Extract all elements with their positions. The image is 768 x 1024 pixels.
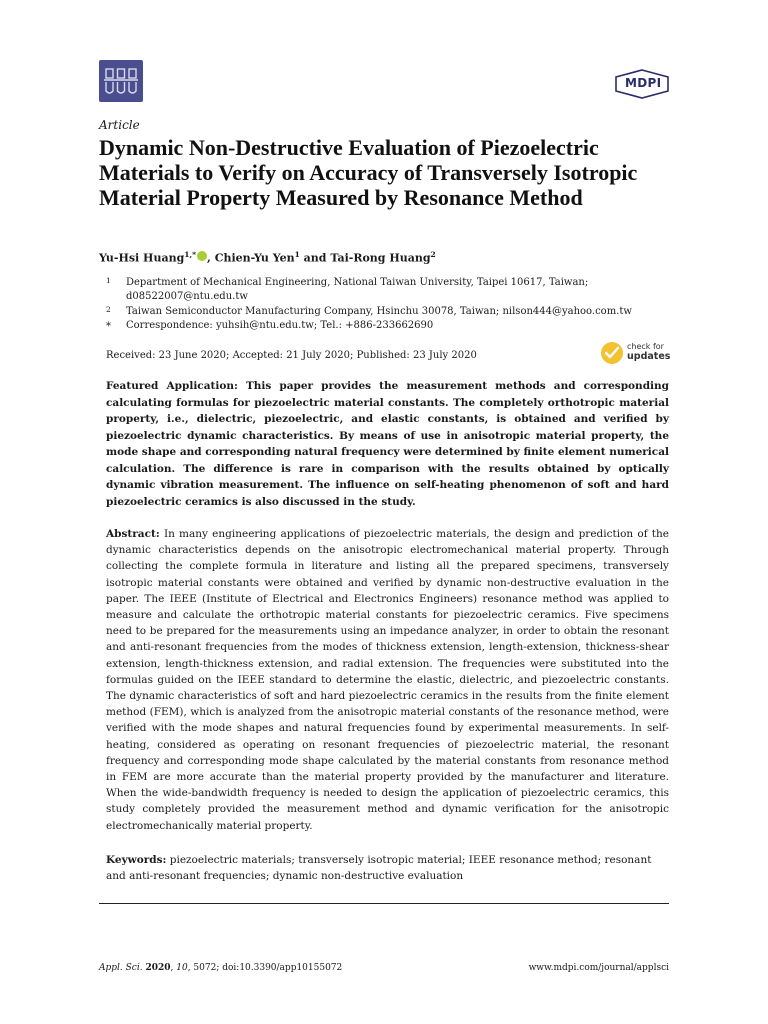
check-badge-icon [600, 341, 624, 365]
affiliation-line: Department of Mechanical Engineering, National Taiwan University, Taipei 10617, Taiwan; [126, 277, 589, 288]
article-type: Article [99, 118, 140, 132]
correspondence-line: Correspondence: yuhsih@ntu.edu.tw; Tel.: +886-233662690 [126, 320, 434, 331]
affiliation-number: 1 [106, 276, 111, 285]
author-affil-sup: 2 [430, 250, 436, 259]
journal-columns-icon [99, 60, 143, 102]
keywords-text: piezoelectric materials; transversely isotropic material; IEEE resonance method; resonant and anti-resonant frequencies; dynamic non-destructive evaluation [106, 854, 652, 883]
author-list [99, 250, 436, 265]
affiliation-number: 2 [106, 305, 111, 314]
keywords-label: Keywords: [106, 854, 167, 866]
paper-title: Dynamic Non-Destructive Evaluation of Piezoelectric Materials to Verify on Accuracy of Transversely Isotropic Material Property Measured by Resonance Method [99, 135, 638, 210]
abstract [106, 526, 669, 834]
author-separator: and [299, 251, 331, 265]
featured-application: Featured Application: This paper provides the measurement methods and corresponding calculating formulas for piezoelectric material constants. The completely orthotropic material property, i.e., dielectric, piezoelectric, and elastic constants, is obtained and verified by piezoelectric dynamic characteristics. By means of use in anisotropic material property, the mode shape and corresponding natural frequency were determined by finite element numerical calculation. The difference is rare in comparison with the results obtained by optically dynamic vibration measurement. The influence on self-heating phenomenon of soft and hard piezoelectric ceramics is also discussed in the study. [106, 380, 669, 508]
abstract-label: Abstract: [106, 528, 160, 540]
publisher-logo[interactable] [612, 68, 672, 100]
keywords [106, 852, 669, 884]
citation-doi[interactable]: , 5072; doi:10.3390/app10155072 [187, 963, 343, 973]
citation-year: 2020 [145, 963, 171, 973]
affiliation-line: Taiwan Semiconductor Manufacturing Company, Hsinchu 30078, Taiwan; nilson444@yahoo.com.tw [126, 306, 632, 317]
author-affil-sup: 1 [294, 250, 300, 259]
check-updates-line2: updates [627, 351, 671, 362]
publication-dates: Received: 23 June 2020; Accepted: 21 July 2020; Published: 23 July 2020 [106, 350, 477, 361]
citation-volume: 10 [176, 963, 188, 973]
affiliation-email[interactable]: d08522007@ntu.edu.tw [126, 291, 248, 302]
divider [99, 903, 669, 904]
check-updates-label [627, 342, 670, 362]
author-separator: , [207, 251, 215, 265]
mdpi-logo-text: MDPI [625, 76, 662, 90]
citation-footer [99, 963, 342, 973]
author-name[interactable]: Yu-Hsi Huang [99, 251, 185, 265]
citation-separator: , [170, 963, 177, 973]
journal-logo [99, 60, 143, 102]
author-affil-sup: 1,* [184, 250, 197, 259]
author-name[interactable]: Tai-Rong Huang [330, 251, 431, 265]
check-for-updates-button[interactable] [600, 341, 672, 365]
abstract-text: In many engineering applications of piezoelectric materials, the design and prediction of the dynamic characteristics depends on the anisotropic electromechanical material property. Through collecting the complete formula in literature and listing all the prepared specimens, transversely isotropic material constants were obtained and verified by dynamic non-destructive evaluation in the paper. The IEEE (Institute of Electrical and Electronics Engineers) resonance method was applied to measure and calculate the orthotropic material constants for piezoelectric ceramics. Five specimens need to be prepared for the measurements using an impedance analyzer, in order to obtain the resonant and anti-resonant frequencies from the modes of thickness extension, length-extension, thickness-shear extension, length-thickness extension, and radial extension. The frequencies were substituted into the formulas guided on the IEEE standard to determine the elastic, dielectric, and piezoelectric constants. The dynamic characteristics of soft and hard piezoelectric ceramics in the results from the finite element method (FEM), which is analyzed from the anisotropic material constants of the resonance method, were verified with the mode shapes and natural frequencies found by experimental measurements. In self-heating, considered as operating on resonant frequencies of piezoelectric material, the resonant frequency and corresponding mode shape calculated by the material constants from resonance method in FEM are more accurate than the material property provided by the manufacturer and literature. When the wide-bandwidth frequency is needed to design the application of piezoelectric ceramics, this study completely provided the measurement method and dynamic verification for the anisotropic electromechanically material property. [106, 528, 669, 832]
journal-abbreviation: Appl. Sci. [99, 963, 143, 973]
author-name[interactable]: Chien-Yu Yen [214, 251, 295, 265]
affiliation-number: * [106, 321, 111, 332]
check-updates-line1: check for [627, 342, 664, 351]
orcid-icon[interactable] [197, 251, 207, 261]
journal-url[interactable]: www.mdpi.com/journal/applsci [528, 963, 669, 973]
